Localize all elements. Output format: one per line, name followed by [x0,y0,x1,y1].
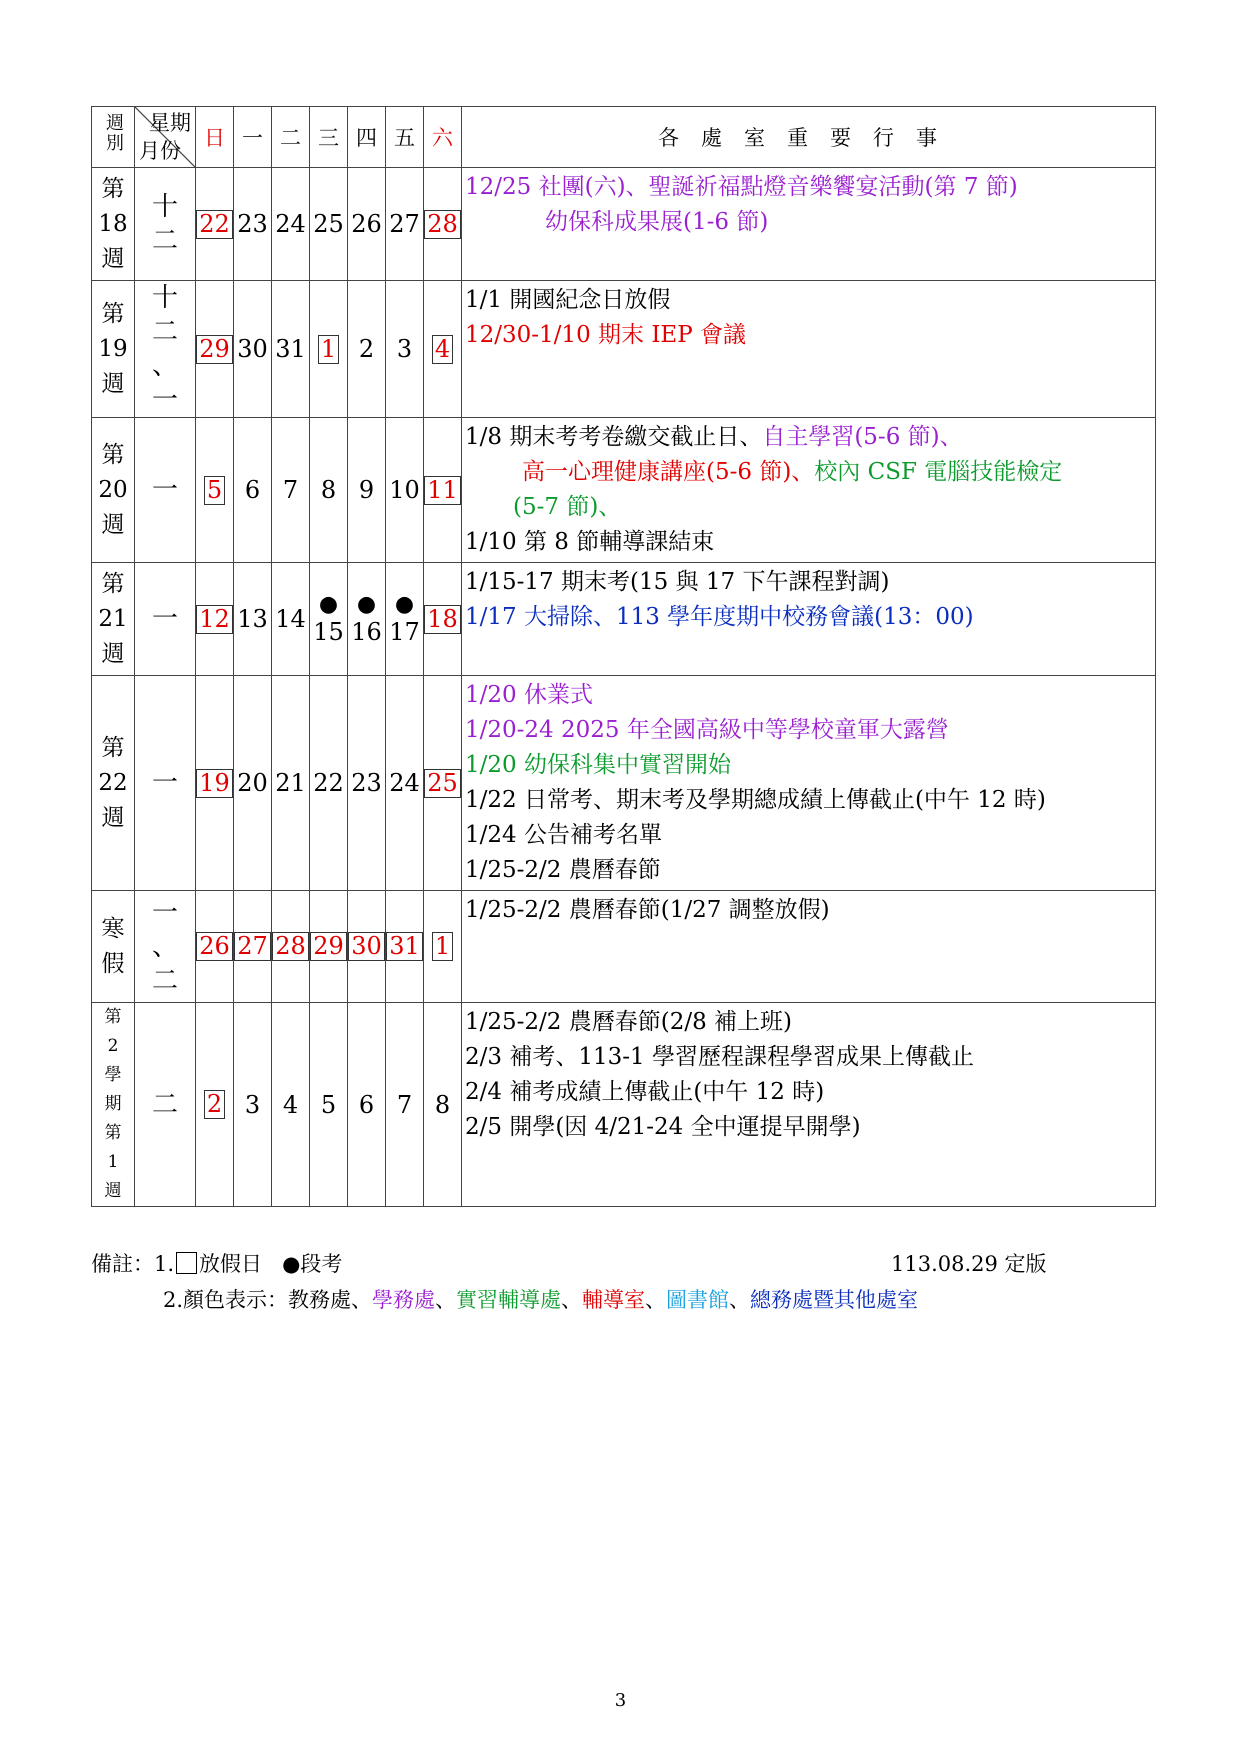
week-label-part: 週 [104,1181,122,1201]
event-line [465,420,1152,455]
week-cell [92,281,135,418]
week-label-part: 19 [98,335,128,362]
event-text: 2/4 補考成績上傳截止(中午 12 時) [465,1079,825,1105]
day-header-wed: 三 [310,107,348,168]
event-text: 1/25-2/2 農曆春節(2/8 補上班) [465,1009,793,1035]
notes-prefix: 備註：1. [91,1252,175,1276]
month-cell [135,676,196,891]
event-text: 1/20 幼保科集中實習開始 [465,752,731,778]
day-cell [348,891,386,1003]
day-cell [272,1003,310,1207]
day-cell [424,563,462,676]
day-cell [386,563,424,676]
day-cell [424,676,462,891]
day-cell [310,563,348,676]
month-label-part: 二 [151,1089,178,1120]
date: 2 [358,335,375,363]
holiday-date: 31 [386,932,423,961]
week-row [92,281,1156,418]
day-cell [386,168,424,281]
date: 3 [396,335,413,363]
week-label-part: 週 [101,804,125,831]
holiday-date: 26 [196,932,233,961]
office-legend-item: 學務處 [372,1288,436,1312]
month-cell [135,1003,196,1207]
event-line [465,1110,1152,1145]
holiday-date: 29 [196,335,233,364]
date: 14 [275,605,306,633]
week-cell [92,563,135,676]
month-label-part: 一 [151,897,178,928]
week-label-part: 假 [101,950,125,977]
event-text: 幼保科成果展(1-6 節) [545,209,769,235]
event-text: 12/30-1/10 期末 IEP 會議 [465,322,746,348]
event-line [465,1040,1152,1075]
event-line [465,783,1152,818]
event-line [465,565,1152,600]
event-text: 自主學習(5-6 節)、 [762,424,963,450]
event-text: 1/1 開國紀念日放假 [465,287,671,313]
date: 26 [351,210,382,238]
day-cell [234,418,272,563]
office-legend-item: 總務處暨其他處室 [750,1288,919,1312]
day-header-sat: 六 [424,107,462,168]
day-header-mon: 一 [234,107,272,168]
day-cell [386,281,424,418]
office-legend-item: 、 [435,1288,457,1312]
date: 15 [313,618,344,646]
event-text: 校內 CSF 電腦技能檢定 [814,459,1063,485]
week-label-part: 第 [101,734,125,761]
date: 24 [389,769,420,797]
week-label-part: 第 [101,441,125,468]
exam-legend-label: 段考 [300,1252,343,1276]
version-label: 113.08.29 定版 [891,1252,1047,1276]
event-line [465,1005,1152,1040]
day-cell [424,891,462,1003]
day-cell [196,891,234,1003]
event-line [465,490,1152,525]
office-legend-item: 、 [351,1288,373,1312]
event-text: 1/20-24 2025 年全國高級中等學校童軍大露營 [465,717,949,743]
event-line [465,1075,1152,1110]
date: 27 [389,210,420,238]
office-legend-item: 實習輔導處 [456,1288,562,1312]
events-cell [462,891,1156,1003]
holiday-date: 18 [424,605,461,634]
notes [91,1246,1091,1318]
office-legend-item: 、 [561,1288,583,1312]
day-cell [234,168,272,281]
holiday-date: 28 [272,932,309,961]
calendar-table [91,106,1156,1207]
day-cell [272,418,310,563]
week-row [92,891,1156,1003]
day-cell [196,168,234,281]
week-label-part: 週 [101,370,125,397]
day-cell [196,281,234,418]
date: 10 [389,476,420,504]
date: 22 [313,769,344,797]
day-header-fri: 五 [386,107,424,168]
holiday-date: 22 [196,210,233,239]
day-cell [348,168,386,281]
event-text: 1/17 大掃除、113 學年度期中校務會議(13：00) [465,604,974,630]
events-cell [462,168,1156,281]
day-cell [386,676,424,891]
calendar-body [92,168,1156,1207]
office-legend-item: 、 [645,1288,667,1312]
week-label-part: 1 [107,1152,119,1172]
holiday-date: 28 [424,210,461,239]
date: 17 [389,618,420,646]
month-cell [135,891,196,1003]
date: 23 [237,210,268,238]
month-label-part: 一 [151,475,178,505]
month-label-part: 二 [151,965,178,996]
day-cell [348,281,386,418]
day-cell [310,418,348,563]
week-header [92,107,135,168]
day-header-tue: 二 [272,107,310,168]
date: 9 [358,476,375,504]
events-header: 各處室重要行事 [462,107,1156,168]
month-cell [135,563,196,676]
week-row [92,168,1156,281]
event-line [465,283,1152,318]
event-line [465,318,1152,353]
date: 8 [434,1090,451,1119]
date: 5 [320,1090,337,1119]
event-text: 1/10 第 8 節輔導課結束 [465,529,715,555]
week-row [92,563,1156,676]
day-cell [310,281,348,418]
holiday-date: 19 [196,769,233,798]
event-text: 1/25-2/2 農曆春節(1/27 調整放假) [465,897,830,923]
month-label-part: 、 [151,351,178,381]
day-cell [348,1003,386,1207]
office-legend-item: 、 [729,1288,751,1312]
day-cell [310,1003,348,1207]
events-cell [462,676,1156,891]
day-cell [234,676,272,891]
day-cell [234,1003,272,1207]
exam-dot-icon: ● [318,592,339,617]
week-row [92,676,1156,891]
date: 4 [282,1090,299,1119]
day-header-thu: 四 [348,107,386,168]
day-cell [234,563,272,676]
day-cell [272,168,310,281]
date: 25 [313,210,344,238]
event-line [465,893,1152,928]
holiday-date: 1 [318,335,339,364]
week-label-part: 第 [101,300,125,327]
date: 13 [237,605,268,633]
date: 8 [320,476,337,504]
event-text: 高一心理健康講座(5-6 節)、 [522,459,815,485]
event-line [465,678,1152,713]
event-line [465,455,1152,490]
day-cell [272,891,310,1003]
day-cell [234,891,272,1003]
date: 20 [237,769,268,797]
exam-dot-icon: ● [356,592,377,617]
event-text: 1/15-17 期末考(15 與 17 下午課程對調) [465,569,890,595]
month-label-part: 十 [151,192,178,222]
day-cell [310,891,348,1003]
day-cell [196,418,234,563]
day-cell [310,168,348,281]
notes-line-2 [91,1282,1091,1318]
month-cell [135,281,196,418]
event-text: 1/20 休業式 [465,682,593,708]
week-label-part: 第 [101,570,125,597]
month-label-part: 二 [151,226,178,256]
notes-line-1 [91,1246,1091,1282]
holiday-date: 12 [196,605,233,634]
week-label-part: 週 [101,245,125,272]
page-number: 3 [614,1690,627,1711]
month-cell [135,418,196,563]
week-cell [92,418,135,563]
day-cell [272,281,310,418]
date: 6 [358,1090,375,1119]
event-text: 12/25 社團(六)、聖誕祈福點燈音樂饗宴活動(第 7 節) [465,174,1018,200]
weekday-month-corner [135,107,196,168]
day-cell [424,1003,462,1207]
month-label-part: 、 [151,931,178,962]
day-cell [424,168,462,281]
day-cell [348,676,386,891]
event-line [465,170,1152,205]
weekday-label: 星期 [149,111,191,135]
week-label-part: 第 [104,1007,122,1027]
event-line [465,748,1152,783]
day-cell [196,563,234,676]
day-cell [348,418,386,563]
day-cell [348,563,386,676]
holiday-legend-label: 放假日 [199,1252,263,1276]
week-label-part: 20 [98,476,128,503]
day-cell [424,418,462,563]
event-line [465,525,1152,560]
week-cell [92,676,135,891]
holiday-date: 27 [234,932,271,961]
office-legend-item: 教務處 [288,1288,352,1312]
week-row [92,418,1156,563]
event-text: 1/25-2/2 農曆春節 [465,857,661,883]
week-header-label: 週別 [103,112,124,153]
color-legend-prefix: 2.顏色表示： [163,1288,289,1312]
holiday-date: 25 [424,769,461,798]
week-label-part: 18 [98,210,128,237]
week-label-part: 週 [101,640,125,667]
holiday-legend-box [176,1252,197,1274]
month-label-part: 一 [151,768,178,798]
day-cell [196,1003,234,1207]
week-label-part: 2 [107,1036,119,1056]
week-cell [92,891,135,1003]
day-cell [272,563,310,676]
day-cell [196,676,234,891]
day-header-sun: 日 [196,107,234,168]
exam-dot-icon: ● [282,1252,301,1276]
date: 23 [351,769,382,797]
event-line [465,818,1152,853]
month-label-part: 十 [151,283,178,313]
week-label-part: 第 [101,175,125,202]
date: 3 [244,1090,261,1119]
date: 31 [275,335,306,363]
month-cell [135,168,196,281]
day-cell [310,676,348,891]
date: 6 [244,476,261,504]
event-text: 2/3 補考、113-1 學習歷程課程學習成果上傳截止 [465,1044,974,1070]
events-cell [462,563,1156,676]
date: 30 [237,335,268,363]
day-cell [272,676,310,891]
event-line [465,713,1152,748]
date: 21 [275,769,306,797]
event-text: 2/5 開學(因 4/21-24 全中運提早開學) [465,1114,861,1140]
holiday-date: 1 [432,932,453,961]
day-cell [386,418,424,563]
exam-dot-icon: ● [394,592,415,617]
week-label-part: 21 [98,605,128,632]
date: 7 [282,476,299,504]
office-legend-item: 圖書館 [666,1288,730,1312]
holiday-date: 2 [204,1090,225,1119]
date: 16 [351,618,382,646]
day-cell [234,281,272,418]
office-legend-item: 輔導室 [582,1288,646,1312]
date: 7 [396,1090,413,1119]
month-label: 月份 [139,139,181,163]
holiday-date: 30 [348,932,385,961]
week-label-part: 週 [101,511,125,538]
week-label-part: 22 [98,769,128,796]
day-cell [386,1003,424,1207]
week-cell [92,1003,135,1207]
day-cell [424,281,462,418]
week-cell [92,168,135,281]
event-line [465,600,1152,635]
week-row [92,1003,1156,1207]
event-line [465,205,1152,240]
event-text: 1/8 期末考考卷繳交截止日、 [465,424,763,450]
month-label-part: 一 [151,604,178,634]
event-text: 1/24 公告補考名單 [465,822,662,848]
events-cell [462,281,1156,418]
holiday-date: 5 [204,476,225,505]
holiday-date: 11 [424,476,461,505]
holiday-date: 29 [310,932,347,961]
week-label-part: 寒 [101,915,125,942]
month-label-part: 一 [151,385,178,415]
header-row [92,107,1156,168]
office-color-list [288,1288,918,1312]
holiday-date: 4 [432,335,453,364]
event-text: (5-7 節)、 [513,494,622,520]
week-label-part: 期 [104,1094,122,1114]
event-text: 1/22 日常考、期末考及學期總成績上傳截止(中午 12 時) [465,787,1046,813]
month-label-part: 二 [151,317,178,347]
week-label-part: 第 [104,1123,122,1143]
events-cell [462,418,1156,563]
day-cell [386,891,424,1003]
event-line [465,853,1152,888]
date: 24 [275,210,306,238]
events-cell [462,1003,1156,1207]
week-label-part: 學 [104,1065,122,1085]
